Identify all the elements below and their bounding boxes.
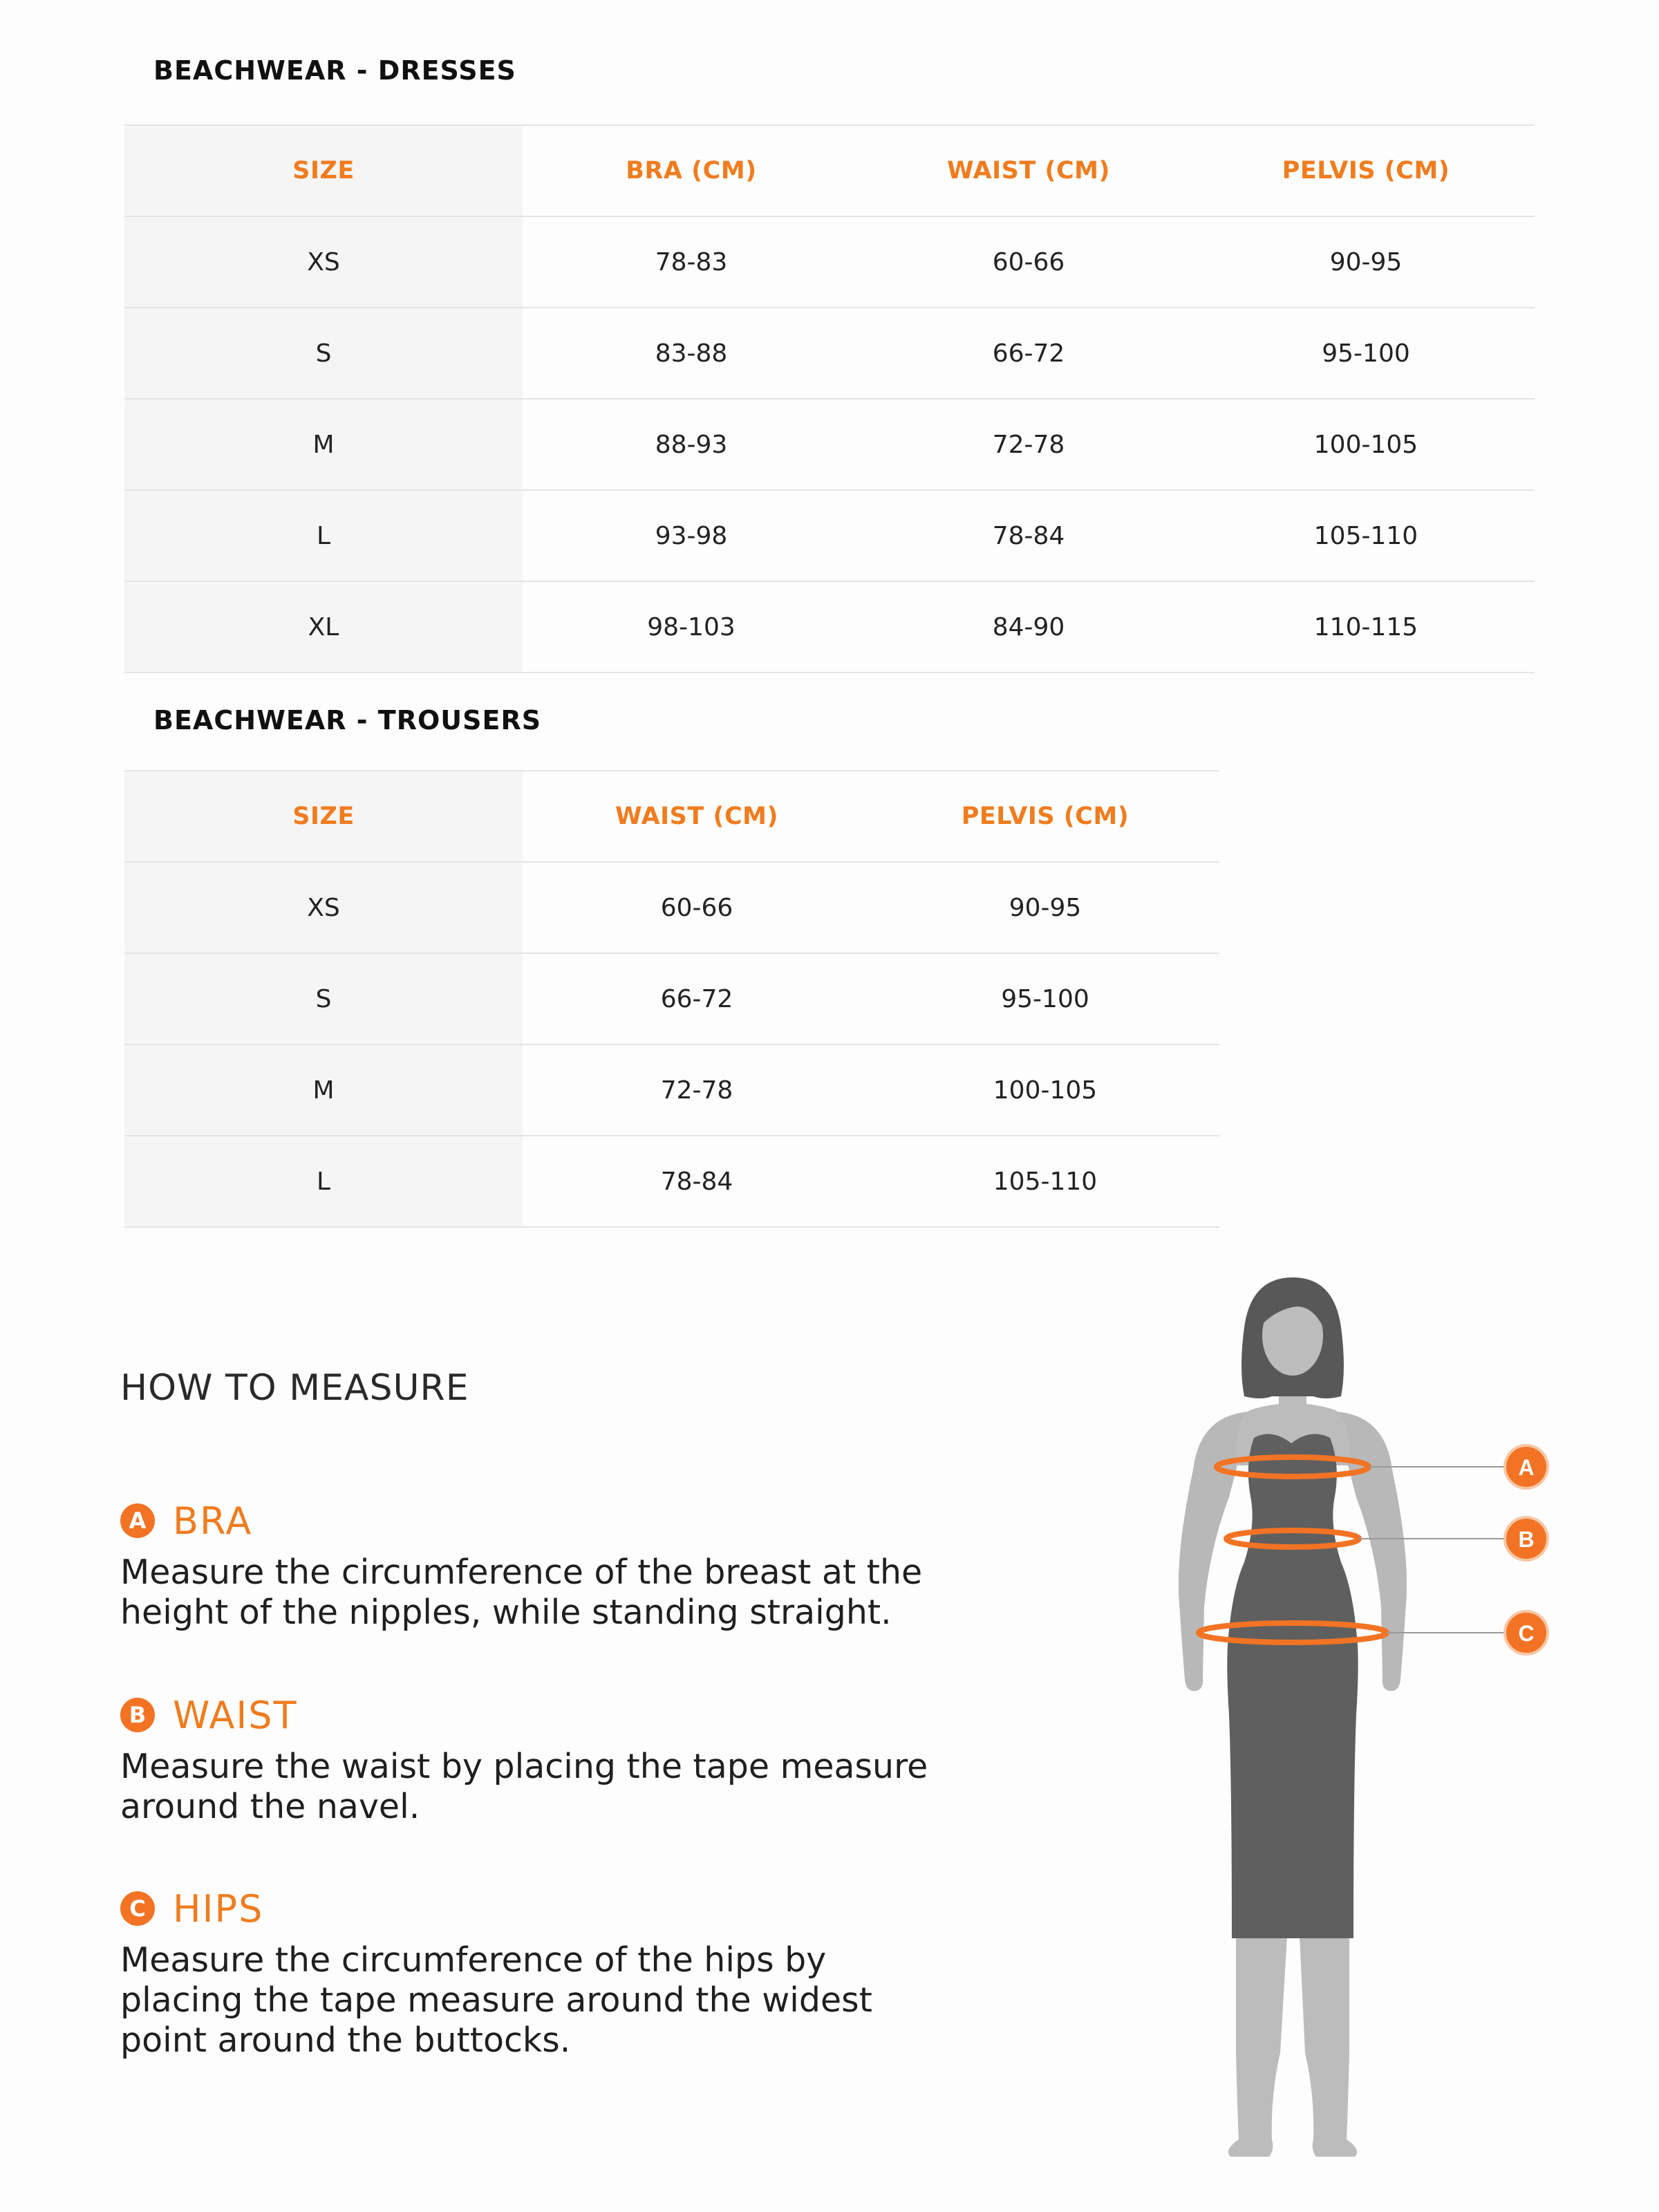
marker-a [1505, 1445, 1548, 1488]
table-row [124, 399, 1535, 490]
table-row [124, 953, 1219, 1044]
table-cell: 100-105 [1197, 399, 1535, 490]
table-cell: 66-72 [860, 308, 1197, 399]
measure-item-header [120, 1886, 950, 1931]
size-cell: XS [124, 216, 523, 308]
description-line: point around the buttocks. [120, 2021, 571, 2060]
column-header: WAIST (CM) [523, 771, 871, 862]
column-header: PELVIS (CM) [871, 771, 1219, 862]
description-line: around the navel. [120, 1787, 420, 1826]
table-cell: 84-90 [860, 581, 1197, 673]
marker-b-label: B [1518, 1527, 1535, 1552]
table-cell: 78-84 [523, 1136, 871, 1227]
table-row [124, 1044, 1219, 1136]
dresses-size-table [124, 124, 1535, 673]
measure-item-waist [120, 1693, 950, 1827]
table-cell: 105-110 [1197, 490, 1535, 581]
size-cell: M [124, 1044, 523, 1136]
column-header: WAIST (CM) [860, 125, 1197, 216]
table-cell: 98-103 [523, 581, 860, 673]
description-line: height of the nipples, while standing straight. [120, 1593, 892, 1632]
table-cell: 83-88 [523, 308, 860, 399]
column-header: SIZE [124, 125, 523, 216]
table-cell: 105-110 [871, 1136, 1219, 1227]
description-line: Measure the circumference of the breast at the [120, 1553, 923, 1592]
dress [1227, 1434, 1358, 1938]
marker-b [1505, 1517, 1548, 1560]
measure-item-bra [120, 1499, 950, 1633]
size-cell: S [124, 308, 523, 399]
measure-item-header [120, 1499, 950, 1543]
table-cell: 90-95 [871, 862, 1219, 953]
table-cell: 72-78 [523, 1044, 871, 1136]
measure-item-description [120, 1940, 950, 2061]
table-cell: 95-100 [871, 953, 1219, 1044]
table-row [124, 862, 1219, 953]
marker-a-label: A [1518, 1455, 1535, 1480]
measure-item-title: HIPS [173, 1886, 264, 1931]
letter-b-badge-icon: B [120, 1698, 155, 1732]
size-cell: S [124, 953, 523, 1044]
measure-item-hips [120, 1886, 950, 2061]
body-measurement-figure [1134, 1258, 1576, 2177]
table-cell: 90-95 [1197, 216, 1535, 308]
table-row [124, 216, 1535, 308]
legs [1300, 1936, 1357, 2157]
dresses-section-title: BEACHWEAR - DRESSES [153, 55, 516, 86]
column-header: PELVIS (CM) [1197, 125, 1535, 216]
table-cell: 66-72 [523, 953, 871, 1044]
measure-item-title: BRA [173, 1499, 253, 1543]
measure-item-description [120, 1553, 950, 1633]
table-cell: 93-98 [523, 490, 860, 581]
woman-silhouette-icon [1134, 1258, 1576, 2177]
table-cell: 110-115 [1197, 581, 1535, 673]
description-line: Measure the circumference of the hips by [120, 1940, 827, 1980]
table-row [124, 490, 1535, 581]
size-cell: L [124, 490, 523, 581]
trousers-section-title: BEACHWEAR - TROUSERS [153, 705, 542, 735]
table-cell: 60-66 [523, 862, 871, 953]
table-cell: 78-84 [860, 490, 1197, 581]
table-row [124, 1136, 1219, 1227]
measure-item-title: WAIST [173, 1693, 298, 1737]
size-cell: XS [124, 862, 523, 953]
letter-a-badge-icon: A [120, 1503, 155, 1538]
description-line: Measure the waist by placing the tape measure [120, 1747, 928, 1786]
marker-c-label: C [1518, 1621, 1535, 1646]
legs [1228, 1936, 1287, 2157]
table-cell: 100-105 [871, 1044, 1219, 1136]
trousers-size-table [124, 770, 1219, 1228]
how-to-measure-title: HOW TO MEASURE [120, 1367, 469, 1409]
table-header-row [124, 771, 1219, 862]
marker-c [1505, 1611, 1548, 1654]
size-cell: L [124, 1136, 523, 1227]
size-cell: M [124, 399, 523, 490]
size-cell: XL [124, 581, 523, 673]
column-header: SIZE [124, 771, 523, 862]
table-cell: 72-78 [860, 399, 1197, 490]
table-cell: 88-93 [523, 399, 860, 490]
table-row [124, 308, 1535, 399]
table-header-row [124, 125, 1535, 216]
description-line: placing the tape measure around the widest [120, 1980, 872, 2020]
measure-item-description [120, 1747, 950, 1827]
column-header: BRA (CM) [523, 125, 860, 216]
table-cell: 95-100 [1197, 308, 1535, 399]
letter-c-badge-icon: C [120, 1891, 155, 1926]
table-cell: 60-66 [860, 216, 1197, 308]
table-row [124, 581, 1535, 673]
measure-item-header [120, 1693, 950, 1737]
table-cell: 78-83 [523, 216, 860, 308]
